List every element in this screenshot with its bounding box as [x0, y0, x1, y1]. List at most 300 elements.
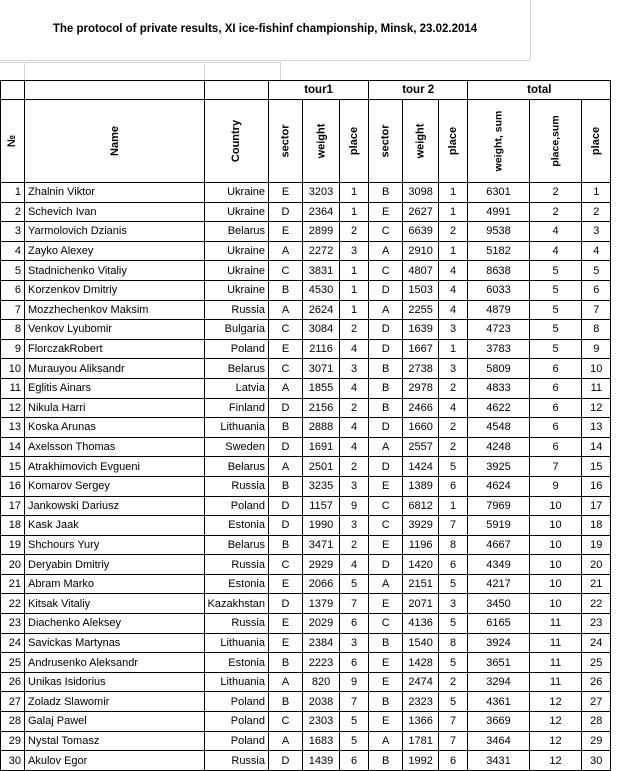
cell-weight-sum: 3783 [468, 339, 530, 359]
cell-place-sum: 6 [529, 378, 581, 398]
cell-place2: 2 [439, 222, 468, 242]
cell-name: Shchours Yury [25, 535, 205, 555]
cell-weight2: 3929 [403, 516, 439, 536]
cell-place-sum: 10 [529, 496, 581, 516]
cell-place2: 2 [439, 672, 468, 692]
cell-sector2: D [369, 418, 403, 438]
cell-place2: 2 [439, 418, 468, 438]
cell-place-sum: 5 [529, 261, 581, 281]
cell-place-total: 28 [582, 712, 611, 732]
cell-weight1: 3084 [303, 320, 340, 340]
cell-name: FlorczakRobert [25, 339, 205, 359]
cell-place2: 5 [439, 574, 468, 594]
page-title: The protocol of private results, XI ice-fishinf championship, Minsk, 23.02.2014 [52, 23, 478, 35]
cell-sector1: D [269, 437, 303, 457]
cell-place1: 4 [340, 339, 369, 359]
cell-no: 1 [1, 183, 25, 203]
cell-place1: 7 [340, 692, 369, 712]
cell-weight1: 3831 [303, 261, 340, 281]
cell-weight1: 1157 [303, 496, 340, 516]
cell-place-total: 14 [582, 437, 611, 457]
cell-country: Poland [205, 731, 269, 751]
cell-country: Lithuania [205, 418, 269, 438]
cell-name: Kask Jaak [25, 516, 205, 536]
cell-country: Poland [205, 692, 269, 712]
cell-weight-sum: 3651 [468, 653, 530, 673]
cell-weight-sum: 9538 [468, 222, 530, 242]
cell-name: Andrusenko Aleksandr [25, 653, 205, 673]
cell-weight-sum: 4349 [468, 555, 530, 575]
cell-weight-sum: 3464 [468, 731, 530, 751]
cell-place2: 4 [439, 300, 468, 320]
cell-weight-sum: 3450 [468, 594, 530, 614]
cell-place-sum: 6 [529, 359, 581, 379]
table-row [1, 555, 611, 575]
cell-weight2: 2738 [403, 359, 439, 379]
cell-weight-sum: 4624 [468, 476, 530, 496]
cell-place-sum: 10 [529, 516, 581, 536]
cell-no: 26 [1, 672, 25, 692]
cell-place2: 5 [439, 653, 468, 673]
table-row [1, 241, 611, 261]
table-row [1, 574, 611, 594]
cell-sector2: E [369, 594, 403, 614]
cell-place2: 5 [439, 692, 468, 712]
cell-weight1: 1855 [303, 378, 340, 398]
cell-weight1: 2364 [303, 202, 340, 222]
cell-place-sum: 5 [529, 320, 581, 340]
cell-place2: 4 [439, 398, 468, 418]
cell-place-sum: 12 [529, 712, 581, 732]
cell-place-sum: 10 [529, 535, 581, 555]
cell-sector2: B [369, 751, 403, 771]
cell-weight1: 2899 [303, 222, 340, 242]
cell-place2: 4 [439, 261, 468, 281]
cell-sector2: C [369, 261, 403, 281]
cell-sector1: C [269, 261, 303, 281]
cell-no: 14 [1, 437, 25, 457]
table-row [1, 633, 611, 653]
cell-place-sum: 10 [529, 574, 581, 594]
cell-sector1: B [269, 653, 303, 673]
cell-weight2: 1428 [403, 653, 439, 673]
cell-no: 6 [1, 280, 25, 300]
cell-place1: 2 [340, 457, 369, 477]
blank-cell [205, 81, 269, 100]
cell-weight1: 1683 [303, 731, 340, 751]
cell-sector2: A [369, 574, 403, 594]
table-row [1, 692, 611, 712]
cell-place-total: 12 [582, 398, 611, 418]
cell-weight-sum: 4723 [468, 320, 530, 340]
cell-place2: 6 [439, 751, 468, 771]
cell-sector1: E [269, 183, 303, 203]
cell-place-sum: 12 [529, 731, 581, 751]
table-row [1, 359, 611, 379]
cell-weight-sum: 6033 [468, 280, 530, 300]
table-row [1, 614, 611, 634]
cell-sector2: D [369, 457, 403, 477]
cell-country: Poland [205, 712, 269, 732]
col-header-sector2: sector [369, 100, 403, 183]
cell-weight1: 2624 [303, 300, 340, 320]
cell-weight2: 1196 [403, 535, 439, 555]
cell-country: Russia [205, 555, 269, 575]
cell-weight2: 1781 [403, 731, 439, 751]
cell-name: Venkov Lyubomir [25, 320, 205, 340]
cell-place-total: 2 [582, 202, 611, 222]
cell-sector2: B [369, 183, 403, 203]
table-row [1, 280, 611, 300]
cell-weight2: 1389 [403, 476, 439, 496]
cell-place-total: 13 [582, 418, 611, 438]
cell-place-sum: 11 [529, 672, 581, 692]
cell-sector1: E [269, 614, 303, 634]
cell-weight1: 3235 [303, 476, 340, 496]
cell-sector1: D [269, 398, 303, 418]
col-header-weight2: weight [403, 100, 439, 183]
cell-sector1: B [269, 476, 303, 496]
cell-weight1: 2272 [303, 241, 340, 261]
cell-sector1: C [269, 712, 303, 732]
cell-sector2: D [369, 280, 403, 300]
cell-place-total: 6 [582, 280, 611, 300]
cell-weight2: 1639 [403, 320, 439, 340]
cell-weight2: 2474 [403, 672, 439, 692]
cell-place1: 2 [340, 535, 369, 555]
cell-place-total: 29 [582, 731, 611, 751]
cell-place1: 5 [340, 574, 369, 594]
cell-name: Murauyou Aliksandr [25, 359, 205, 379]
cell-country: Lithuania [205, 633, 269, 653]
cell-sector1: A [269, 241, 303, 261]
cell-weight-sum: 7969 [468, 496, 530, 516]
cell-place-total: 30 [582, 751, 611, 771]
cell-country: Kazakhstan [205, 594, 269, 614]
cell-weight1: 2501 [303, 457, 340, 477]
cell-sector1: C [269, 555, 303, 575]
cell-no: 9 [1, 339, 25, 359]
cell-weight2: 3098 [403, 183, 439, 203]
cell-place2: 6 [439, 476, 468, 496]
cell-place-sum: 7 [529, 457, 581, 477]
table-row [1, 476, 611, 496]
cell-country: Belarus [205, 222, 269, 242]
cell-weight2: 2071 [403, 594, 439, 614]
cell-weight-sum: 4361 [468, 692, 530, 712]
cell-name: Axelsson Thomas [25, 437, 205, 457]
cell-sector1: E [269, 222, 303, 242]
cell-weight-sum: 3924 [468, 633, 530, 653]
cell-weight2: 2910 [403, 241, 439, 261]
cell-name: Galaj Pawel [25, 712, 205, 732]
cell-weight1: 4530 [303, 280, 340, 300]
cell-place1: 2 [340, 398, 369, 418]
cell-place-total: 19 [582, 535, 611, 555]
cell-sector1: A [269, 672, 303, 692]
cell-name: Zoladz Slawomir [25, 692, 205, 712]
cell-place1: 1 [340, 202, 369, 222]
table-row [1, 712, 611, 732]
cell-name: Nystal Tomasz [25, 731, 205, 751]
cell-country: Belarus [205, 457, 269, 477]
sheet-gridline [24, 62, 25, 80]
cell-weight2: 4136 [403, 614, 439, 634]
cell-sector1: D [269, 202, 303, 222]
col-header-country: Country [205, 100, 269, 183]
cell-weight-sum: 4248 [468, 437, 530, 457]
cell-name: Akulov Egor [25, 751, 205, 771]
cell-weight-sum: 4622 [468, 398, 530, 418]
table-row [1, 496, 611, 516]
cell-place-sum: 5 [529, 339, 581, 359]
cell-sector1: E [269, 574, 303, 594]
cell-no: 28 [1, 712, 25, 732]
table-row [1, 261, 611, 281]
blank-cell [1, 81, 25, 100]
cell-place-sum: 12 [529, 692, 581, 712]
cell-name: Eglitis Ainars [25, 378, 205, 398]
cell-weight-sum: 3669 [468, 712, 530, 732]
cell-weight-sum: 8638 [468, 261, 530, 281]
cell-weight1: 2066 [303, 574, 340, 594]
table-row [1, 437, 611, 457]
col-header-weight-sum: weight, sum [468, 100, 530, 183]
cell-country: Latvia [205, 378, 269, 398]
col-header-place1: place [340, 100, 369, 183]
cell-country: Finland [205, 398, 269, 418]
cell-place1: 1 [340, 261, 369, 281]
cell-place2: 7 [439, 731, 468, 751]
cell-no: 30 [1, 751, 25, 771]
cell-weight2: 2151 [403, 574, 439, 594]
sheet-gridline [0, 60, 530, 61]
cell-name: Koska Arunas [25, 418, 205, 438]
cell-name: Savickas Martynas [25, 633, 205, 653]
cell-place2: 2 [439, 437, 468, 457]
cell-weight2: 2978 [403, 378, 439, 398]
cell-no: 10 [1, 359, 25, 379]
cell-sector1: B [269, 280, 303, 300]
cell-weight2: 1503 [403, 280, 439, 300]
cell-place-total: 15 [582, 457, 611, 477]
cell-name: Diachenko Aleksey [25, 614, 205, 634]
cell-place1: 4 [340, 437, 369, 457]
cell-sector1: D [269, 496, 303, 516]
cell-place-sum: 6 [529, 398, 581, 418]
cell-place2: 1 [439, 202, 468, 222]
cell-place-sum: 11 [529, 614, 581, 634]
cell-place2: 8 [439, 633, 468, 653]
cell-country: Sweden [205, 437, 269, 457]
cell-country: Ukraine [205, 202, 269, 222]
cell-weight2: 6639 [403, 222, 439, 242]
cell-place1: 9 [340, 496, 369, 516]
cell-weight2: 1424 [403, 457, 439, 477]
cell-place-sum: 10 [529, 594, 581, 614]
cell-sector1: D [269, 594, 303, 614]
cell-sector1: D [269, 751, 303, 771]
cell-name: Deryabin Dmitriy [25, 555, 205, 575]
cell-place-total: 27 [582, 692, 611, 712]
cell-weight1: 1379 [303, 594, 340, 614]
cell-place1: 1 [340, 280, 369, 300]
cell-name: Jankowski Dariusz [25, 496, 205, 516]
col-header-no: № [1, 100, 25, 183]
cell-place1: 6 [340, 653, 369, 673]
cell-weight2: 2627 [403, 202, 439, 222]
cell-sector2: D [369, 555, 403, 575]
cell-place2: 5 [439, 457, 468, 477]
cell-place1: 5 [340, 712, 369, 732]
cell-place1: 3 [340, 633, 369, 653]
cell-country: Poland [205, 339, 269, 359]
cell-sector1: C [269, 359, 303, 379]
cell-weight1: 2038 [303, 692, 340, 712]
col-header-place-sum: place,sum [529, 100, 581, 183]
cell-name: Atrakhimovich Evgueni [25, 457, 205, 477]
cell-no: 5 [1, 261, 25, 281]
cell-place-total: 9 [582, 339, 611, 359]
cell-weight2: 2466 [403, 398, 439, 418]
cell-sector1: A [269, 457, 303, 477]
cell-country: Ukraine [205, 183, 269, 203]
cell-weight-sum: 4667 [468, 535, 530, 555]
cell-no: 20 [1, 555, 25, 575]
cell-place2: 7 [439, 712, 468, 732]
cell-sector2: A [369, 300, 403, 320]
cell-sector1: E [269, 339, 303, 359]
cell-place-sum: 12 [529, 751, 581, 771]
cell-no: 2 [1, 202, 25, 222]
cell-place-total: 22 [582, 594, 611, 614]
table-row [1, 418, 611, 438]
cell-place2: 2 [439, 378, 468, 398]
table-row [1, 300, 611, 320]
cell-no: 8 [1, 320, 25, 340]
table-row [1, 183, 611, 203]
cell-weight2: 1420 [403, 555, 439, 575]
cell-sector2: B [369, 398, 403, 418]
cell-weight2: 4807 [403, 261, 439, 281]
cell-no: 25 [1, 653, 25, 673]
cell-weight-sum: 5809 [468, 359, 530, 379]
blank-cell [25, 81, 205, 100]
cell-place1: 2 [340, 222, 369, 242]
cell-place1: 3 [340, 359, 369, 379]
cell-place-total: 17 [582, 496, 611, 516]
cell-sector2: E [369, 672, 403, 692]
cell-country: Russia [205, 751, 269, 771]
cell-place1: 2 [340, 320, 369, 340]
cell-weight1: 1439 [303, 751, 340, 771]
cell-place2: 7 [439, 516, 468, 536]
cell-weight1: 2303 [303, 712, 340, 732]
results-body [1, 183, 611, 771]
cell-place1: 1 [340, 183, 369, 203]
cell-sector1: C [269, 320, 303, 340]
cell-sector2: E [369, 712, 403, 732]
cell-name: Zhalnin Viktor [25, 183, 205, 203]
cell-name: Korzenkov Dmitriy [25, 280, 205, 300]
cell-place-total: 4 [582, 241, 611, 261]
cell-no: 18 [1, 516, 25, 536]
cell-no: 24 [1, 633, 25, 653]
cell-no: 12 [1, 398, 25, 418]
cell-sector2: E [369, 202, 403, 222]
results-table [0, 80, 611, 771]
cell-country: Bulgaria [205, 320, 269, 340]
cell-sector2: E [369, 476, 403, 496]
table-row [1, 516, 611, 536]
table-row [1, 594, 611, 614]
cell-sector2: A [369, 731, 403, 751]
cell-sector1: A [269, 378, 303, 398]
cell-place1: 3 [340, 241, 369, 261]
cell-weight2: 1540 [403, 633, 439, 653]
cell-place-sum: 2 [529, 183, 581, 203]
sheet-gridline [280, 62, 281, 80]
cell-weight-sum: 4217 [468, 574, 530, 594]
cell-name: Mozzhechenkov Maksim [25, 300, 205, 320]
cell-place-sum: 5 [529, 300, 581, 320]
cell-name: Schevich Ivan [25, 202, 205, 222]
cell-place-total: 8 [582, 320, 611, 340]
table-row [1, 751, 611, 771]
cell-no: 29 [1, 731, 25, 751]
cell-sector2: D [369, 320, 403, 340]
cell-sector2: C [369, 222, 403, 242]
cell-sector2: D [369, 339, 403, 359]
cell-weight1: 3203 [303, 183, 340, 203]
cell-sector2: A [369, 241, 403, 261]
cell-place1: 6 [340, 751, 369, 771]
tour2-header: tour 2 [369, 81, 468, 100]
cell-weight-sum: 4991 [468, 202, 530, 222]
cell-weight-sum: 6301 [468, 183, 530, 203]
cell-place1: 1 [340, 300, 369, 320]
cell-no: 27 [1, 692, 25, 712]
cell-country: Ukraine [205, 261, 269, 281]
cell-place1: 4 [340, 418, 369, 438]
cell-weight-sum: 4833 [468, 378, 530, 398]
cell-weight1: 2116 [303, 339, 340, 359]
cell-sector1: B [269, 418, 303, 438]
cell-sector2: B [369, 359, 403, 379]
cell-sector1: D [269, 516, 303, 536]
cell-place2: 1 [439, 183, 468, 203]
cell-name: Unikas Isidorius [25, 672, 205, 692]
cell-weight-sum: 3925 [468, 457, 530, 477]
cell-weight1: 2029 [303, 614, 340, 634]
cell-weight2: 1366 [403, 712, 439, 732]
table-row [1, 202, 611, 222]
cell-sector1: A [269, 300, 303, 320]
group-header-row [1, 81, 611, 100]
cell-place-total: 10 [582, 359, 611, 379]
cell-name: Zayko Alexey [25, 241, 205, 261]
cell-weight-sum: 4548 [468, 418, 530, 438]
cell-no: 15 [1, 457, 25, 477]
cell-country: Russia [205, 614, 269, 634]
cell-place-total: 1 [582, 183, 611, 203]
cell-name: Stadnichenko Vitaliy [25, 261, 205, 281]
cell-place-sum: 9 [529, 476, 581, 496]
table-row [1, 535, 611, 555]
cell-no: 21 [1, 574, 25, 594]
cell-name: Abram Marko [25, 574, 205, 594]
cell-weight2: 1992 [403, 751, 439, 771]
